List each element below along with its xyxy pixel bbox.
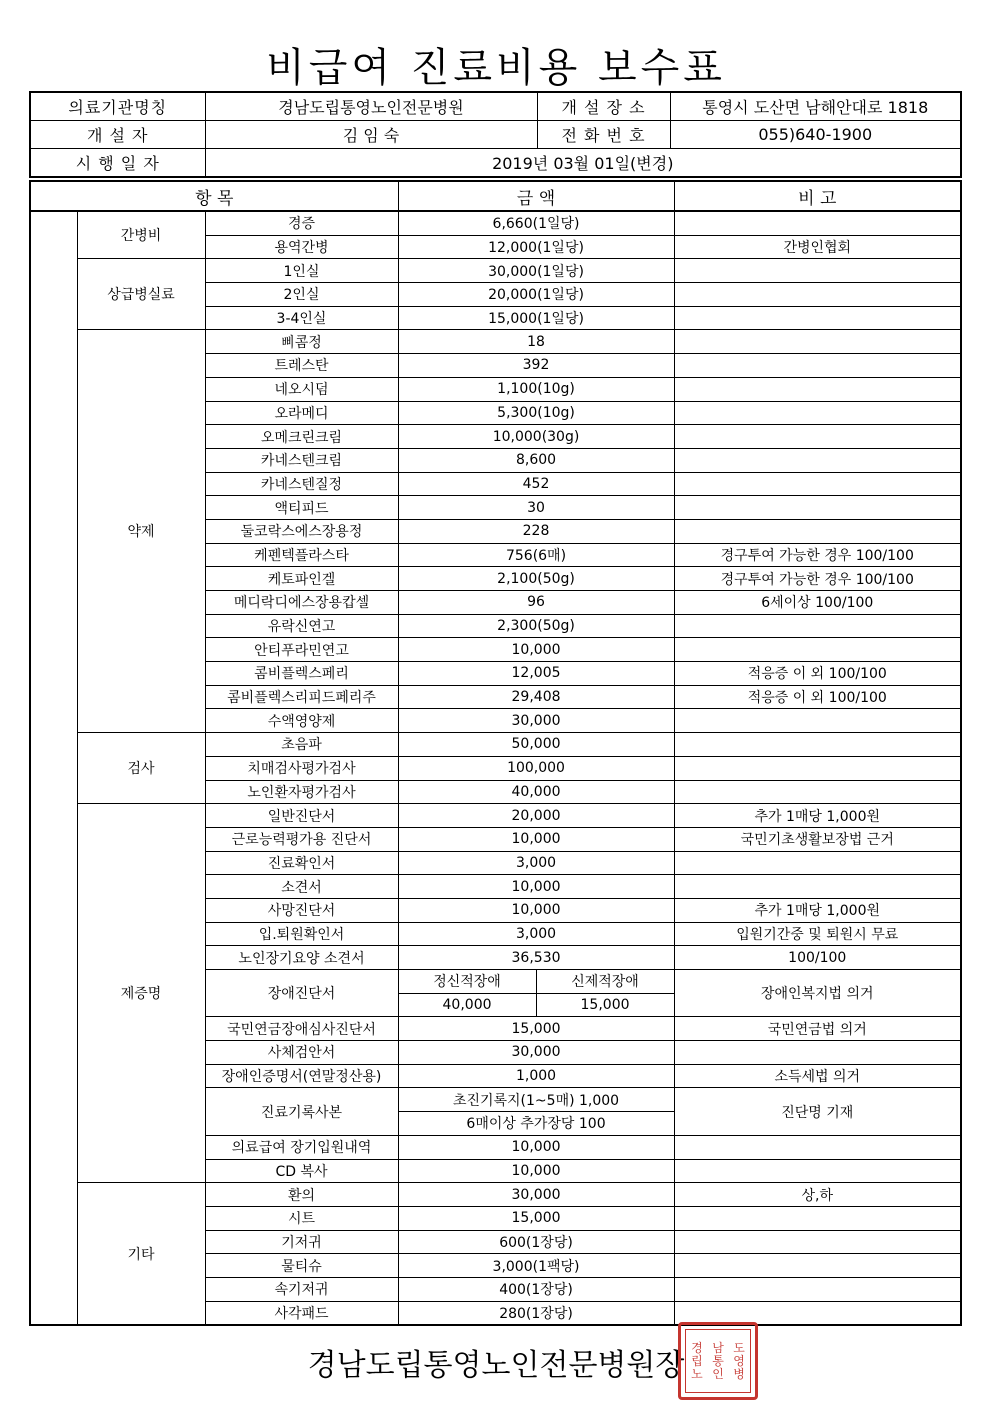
note-cell: 국민연금법 의거 <box>674 1017 961 1041</box>
item-cell: 경증 <box>205 211 398 235</box>
amount-cell: 12,000(1일당) <box>398 235 674 259</box>
note-cell: 6세이상 100/100 <box>674 591 961 615</box>
amount-cell: 3,000(1팩당) <box>398 1254 674 1278</box>
item-cell: 네오시덤 <box>205 377 398 401</box>
header-item: 항 목 <box>30 181 398 211</box>
institution-label: 의료기관명칭 <box>30 92 205 121</box>
note-cell <box>674 614 961 638</box>
seal-char: 경 <box>691 1340 703 1355</box>
amount-cell: 228 <box>398 519 674 543</box>
founder-label: 개 설 자 <box>30 121 205 149</box>
item-cell: 용역간병 <box>205 235 398 259</box>
seal-char: 병 <box>733 1366 745 1381</box>
amount-cell: 2,300(50g) <box>398 614 674 638</box>
note-cell <box>674 354 961 378</box>
note-cell: 소득세법 의거 <box>674 1064 961 1088</box>
header-note: 비 고 <box>674 181 961 211</box>
amount-cell: 3,000 <box>398 851 674 875</box>
table-row <box>30 1183 961 1207</box>
note-cell <box>674 756 961 780</box>
category-cell: 간병비 <box>77 211 205 259</box>
amount-cell: 40,000 <box>398 780 674 804</box>
mental-amount-cell: 40,000 <box>398 993 536 1017</box>
item-cell: 소견서 <box>205 875 398 899</box>
seal-char: 노 <box>691 1366 703 1381</box>
physical-label-cell: 신제적장애 <box>536 970 674 994</box>
item-cell: 케펜텍플라스타 <box>205 543 398 567</box>
amount-cell: 400(1장당) <box>398 1277 674 1301</box>
item-cell: 일반진단서 <box>205 804 398 828</box>
item-cell: 메디락디에스장용캅셀 <box>205 591 398 615</box>
amount-cell: 36,530 <box>398 946 674 970</box>
amount-cell: 15,000 <box>398 1017 674 1041</box>
item-cell: 진료기록사본 <box>205 1088 398 1135</box>
item-cell: 안티푸라민연고 <box>205 638 398 662</box>
amount-cell: 756(6매) <box>398 543 674 567</box>
item-cell: 사체검안서 <box>205 1041 398 1065</box>
amount-cell: 452 <box>398 472 674 496</box>
item-cell: 카네스텐크림 <box>205 448 398 472</box>
table-row <box>30 211 961 235</box>
note-cell <box>674 709 961 733</box>
amount-cell: 50,000 <box>398 733 674 757</box>
location-value: 통영시 도산면 남해안대로 1818 <box>670 92 961 121</box>
amount-cell: 10,000 <box>398 638 674 662</box>
note-cell: 장애인복지법 의거 <box>674 970 961 1017</box>
item-cell: 진료확인서 <box>205 851 398 875</box>
amount-cell: 30,000 <box>398 1183 674 1207</box>
item-cell: 입.퇴원확인서 <box>205 922 398 946</box>
item-cell: 삐콤정 <box>205 330 398 354</box>
amount-cell: 8,600 <box>398 448 674 472</box>
note-cell: 경구투여 가능한 경우 100/100 <box>674 567 961 591</box>
amount-cell: 96 <box>398 591 674 615</box>
amount-cell: 392 <box>398 354 674 378</box>
note-cell: 상,하 <box>674 1183 961 1207</box>
seal-char: 립 <box>691 1353 703 1368</box>
item-cell: 사각패드 <box>205 1301 398 1325</box>
table-row <box>30 259 961 283</box>
note-cell: 추가 1매당 1,000원 <box>674 804 961 828</box>
item-cell: 유락신연고 <box>205 614 398 638</box>
note-cell: 입원기간중 및 퇴원시 무료 <box>674 922 961 946</box>
amount-cell: 3,000 <box>398 922 674 946</box>
category-cell: 제증명 <box>77 804 205 1183</box>
item-cell: 장애진단서 <box>205 970 398 1017</box>
item-cell: 노인장기요양 소견서 <box>205 946 398 970</box>
item-cell: 콤비플렉스페리 <box>205 662 398 686</box>
amount-cell: 초진기록지(1~5매) 1,000 <box>398 1088 674 1112</box>
note-cell <box>674 401 961 425</box>
amount-cell: 20,000 <box>398 804 674 828</box>
amount-cell: 10,000 <box>398 1159 674 1183</box>
item-cell: 1인실 <box>205 259 398 283</box>
item-cell: 물티슈 <box>205 1254 398 1278</box>
phone-label: 전 화 번 호 <box>537 121 670 149</box>
item-cell: 기저귀 <box>205 1230 398 1254</box>
table-row <box>30 804 961 828</box>
note-cell: 적응증 이 외 100/100 <box>674 685 961 709</box>
item-cell: 국민연금장애심사진단서 <box>205 1017 398 1041</box>
note-cell: 추가 1매당 1,000원 <box>674 898 961 922</box>
blank-lead-cell <box>30 211 77 1325</box>
mental-label-cell: 정신적장애 <box>398 970 536 994</box>
item-cell: CD 복사 <box>205 1159 398 1183</box>
table-row <box>30 330 961 354</box>
item-cell: 노인환자평가검사 <box>205 780 398 804</box>
seal-char: 도 <box>733 1340 745 1355</box>
note-cell <box>674 448 961 472</box>
note-cell <box>674 330 961 354</box>
amount-cell: 6,660(1일당) <box>398 211 674 235</box>
amount-cell: 15,000 <box>398 1206 674 1230</box>
category-cell: 기타 <box>77 1183 205 1326</box>
item-cell: 둘코락스에스장용정 <box>205 519 398 543</box>
amount-cell: 10,000 <box>398 827 674 851</box>
note-cell <box>674 1254 961 1278</box>
item-cell: 오라메디 <box>205 401 398 425</box>
amount-cell: 10,000 <box>398 1135 674 1159</box>
fee-table-body <box>30 181 961 1325</box>
note-cell <box>674 519 961 543</box>
header-row <box>30 181 961 211</box>
amount-cell: 20,000(1일당) <box>398 283 674 307</box>
location-label: 개 설 장 소 <box>537 92 670 121</box>
official-seal <box>678 1322 758 1400</box>
note-cell <box>674 283 961 307</box>
note-cell <box>674 875 961 899</box>
amount-cell: 5,300(10g) <box>398 401 674 425</box>
item-cell: 치매검사평가검사 <box>205 756 398 780</box>
physical-amount-cell: 15,000 <box>536 993 674 1017</box>
item-cell: 사망진단서 <box>205 898 398 922</box>
item-cell: 카네스텐질정 <box>205 472 398 496</box>
item-cell: 3-4인실 <box>205 306 398 330</box>
note-cell <box>674 1159 961 1183</box>
seal-characters <box>685 1329 751 1393</box>
item-cell: 액티피드 <box>205 496 398 520</box>
amount-cell: 1,000 <box>398 1064 674 1088</box>
seal-char: 남 <box>712 1340 724 1355</box>
amount-cell: 10,000 <box>398 898 674 922</box>
seal-char: 인 <box>712 1366 724 1381</box>
footer-signature: 경남도립통영노인전문병원장 <box>307 1348 685 1383</box>
amount-cell: 10,000(30g) <box>398 425 674 449</box>
amount-cell: 600(1장당) <box>398 1230 674 1254</box>
date-label: 시 행 일 자 <box>30 149 205 178</box>
note-cell <box>674 425 961 449</box>
note-cell <box>674 211 961 235</box>
table-row <box>30 733 961 757</box>
amount-cell: 100,000 <box>398 756 674 780</box>
note-cell <box>674 1135 961 1159</box>
note-cell <box>674 496 961 520</box>
category-cell: 약제 <box>77 330 205 733</box>
category-cell: 상급병실료 <box>77 259 205 330</box>
amount-cell: 30,000(1일당) <box>398 259 674 283</box>
item-cell: 콤비플렉스리피드페리주 <box>205 685 398 709</box>
item-cell: 수액영양제 <box>205 709 398 733</box>
item-cell: 2인실 <box>205 283 398 307</box>
seal-char: 영 <box>733 1353 745 1368</box>
note-cell <box>674 1206 961 1230</box>
note-cell <box>674 377 961 401</box>
amount-cell: 1,100(10g) <box>398 377 674 401</box>
note-cell <box>674 1277 961 1301</box>
item-cell: 시트 <box>205 1206 398 1230</box>
amount-cell: 280(1장당) <box>398 1301 674 1325</box>
amount-cell: 6매이상 추가장당 100 <box>398 1112 674 1136</box>
page-title: 비급여 진료비용 보수표 <box>266 45 726 91</box>
note-cell: 100/100 <box>674 946 961 970</box>
seal-char: 통 <box>712 1353 724 1368</box>
note-cell: 경구투여 가능한 경우 100/100 <box>674 543 961 567</box>
amount-cell: 30 <box>398 496 674 520</box>
note-cell <box>674 306 961 330</box>
amount-cell: 29,408 <box>398 685 674 709</box>
note-cell <box>674 733 961 757</box>
amount-cell: 18 <box>398 330 674 354</box>
note-cell <box>674 472 961 496</box>
amount-cell: 30,000 <box>398 709 674 733</box>
amount-cell: 10,000 <box>398 875 674 899</box>
note-cell <box>674 780 961 804</box>
item-cell: 근로능력평가용 진단서 <box>205 827 398 851</box>
item-cell: 의료급여 장기입원내역 <box>205 1135 398 1159</box>
amount-cell: 2,100(50g) <box>398 567 674 591</box>
note-cell: 적응증 이 외 100/100 <box>674 662 961 686</box>
header-amount: 금 액 <box>398 181 674 211</box>
note-cell <box>674 1041 961 1065</box>
note-cell <box>674 259 961 283</box>
note-cell: 간병인협회 <box>674 235 961 259</box>
note-cell: 국민기초생활보장법 근거 <box>674 827 961 851</box>
fee-table <box>29 180 962 1326</box>
institution-value: 경남도립통영노인전문병원 <box>205 92 537 121</box>
category-cell: 검사 <box>77 733 205 804</box>
amount-cell: 30,000 <box>398 1041 674 1065</box>
note-cell <box>674 1230 961 1254</box>
amount-cell: 12,005 <box>398 662 674 686</box>
note-cell <box>674 851 961 875</box>
item-cell: 오메크린크림 <box>205 425 398 449</box>
item-cell: 환의 <box>205 1183 398 1207</box>
item-cell: 트레스탄 <box>205 354 398 378</box>
note-cell <box>674 638 961 662</box>
item-cell: 초음파 <box>205 733 398 757</box>
item-cell: 속기저귀 <box>205 1277 398 1301</box>
amount-cell: 15,000(1일당) <box>398 306 674 330</box>
item-cell: 케토파인겔 <box>205 567 398 591</box>
item-cell: 장애인증명서(연말정산용) <box>205 1064 398 1088</box>
note-cell: 진단명 기재 <box>674 1088 961 1135</box>
date-value: 2019년 03월 01일(변경) <box>205 149 961 178</box>
phone-value: 055)640-1900 <box>670 121 961 149</box>
institution-info-table <box>29 91 962 178</box>
founder-value: 김 임 숙 <box>205 121 537 149</box>
